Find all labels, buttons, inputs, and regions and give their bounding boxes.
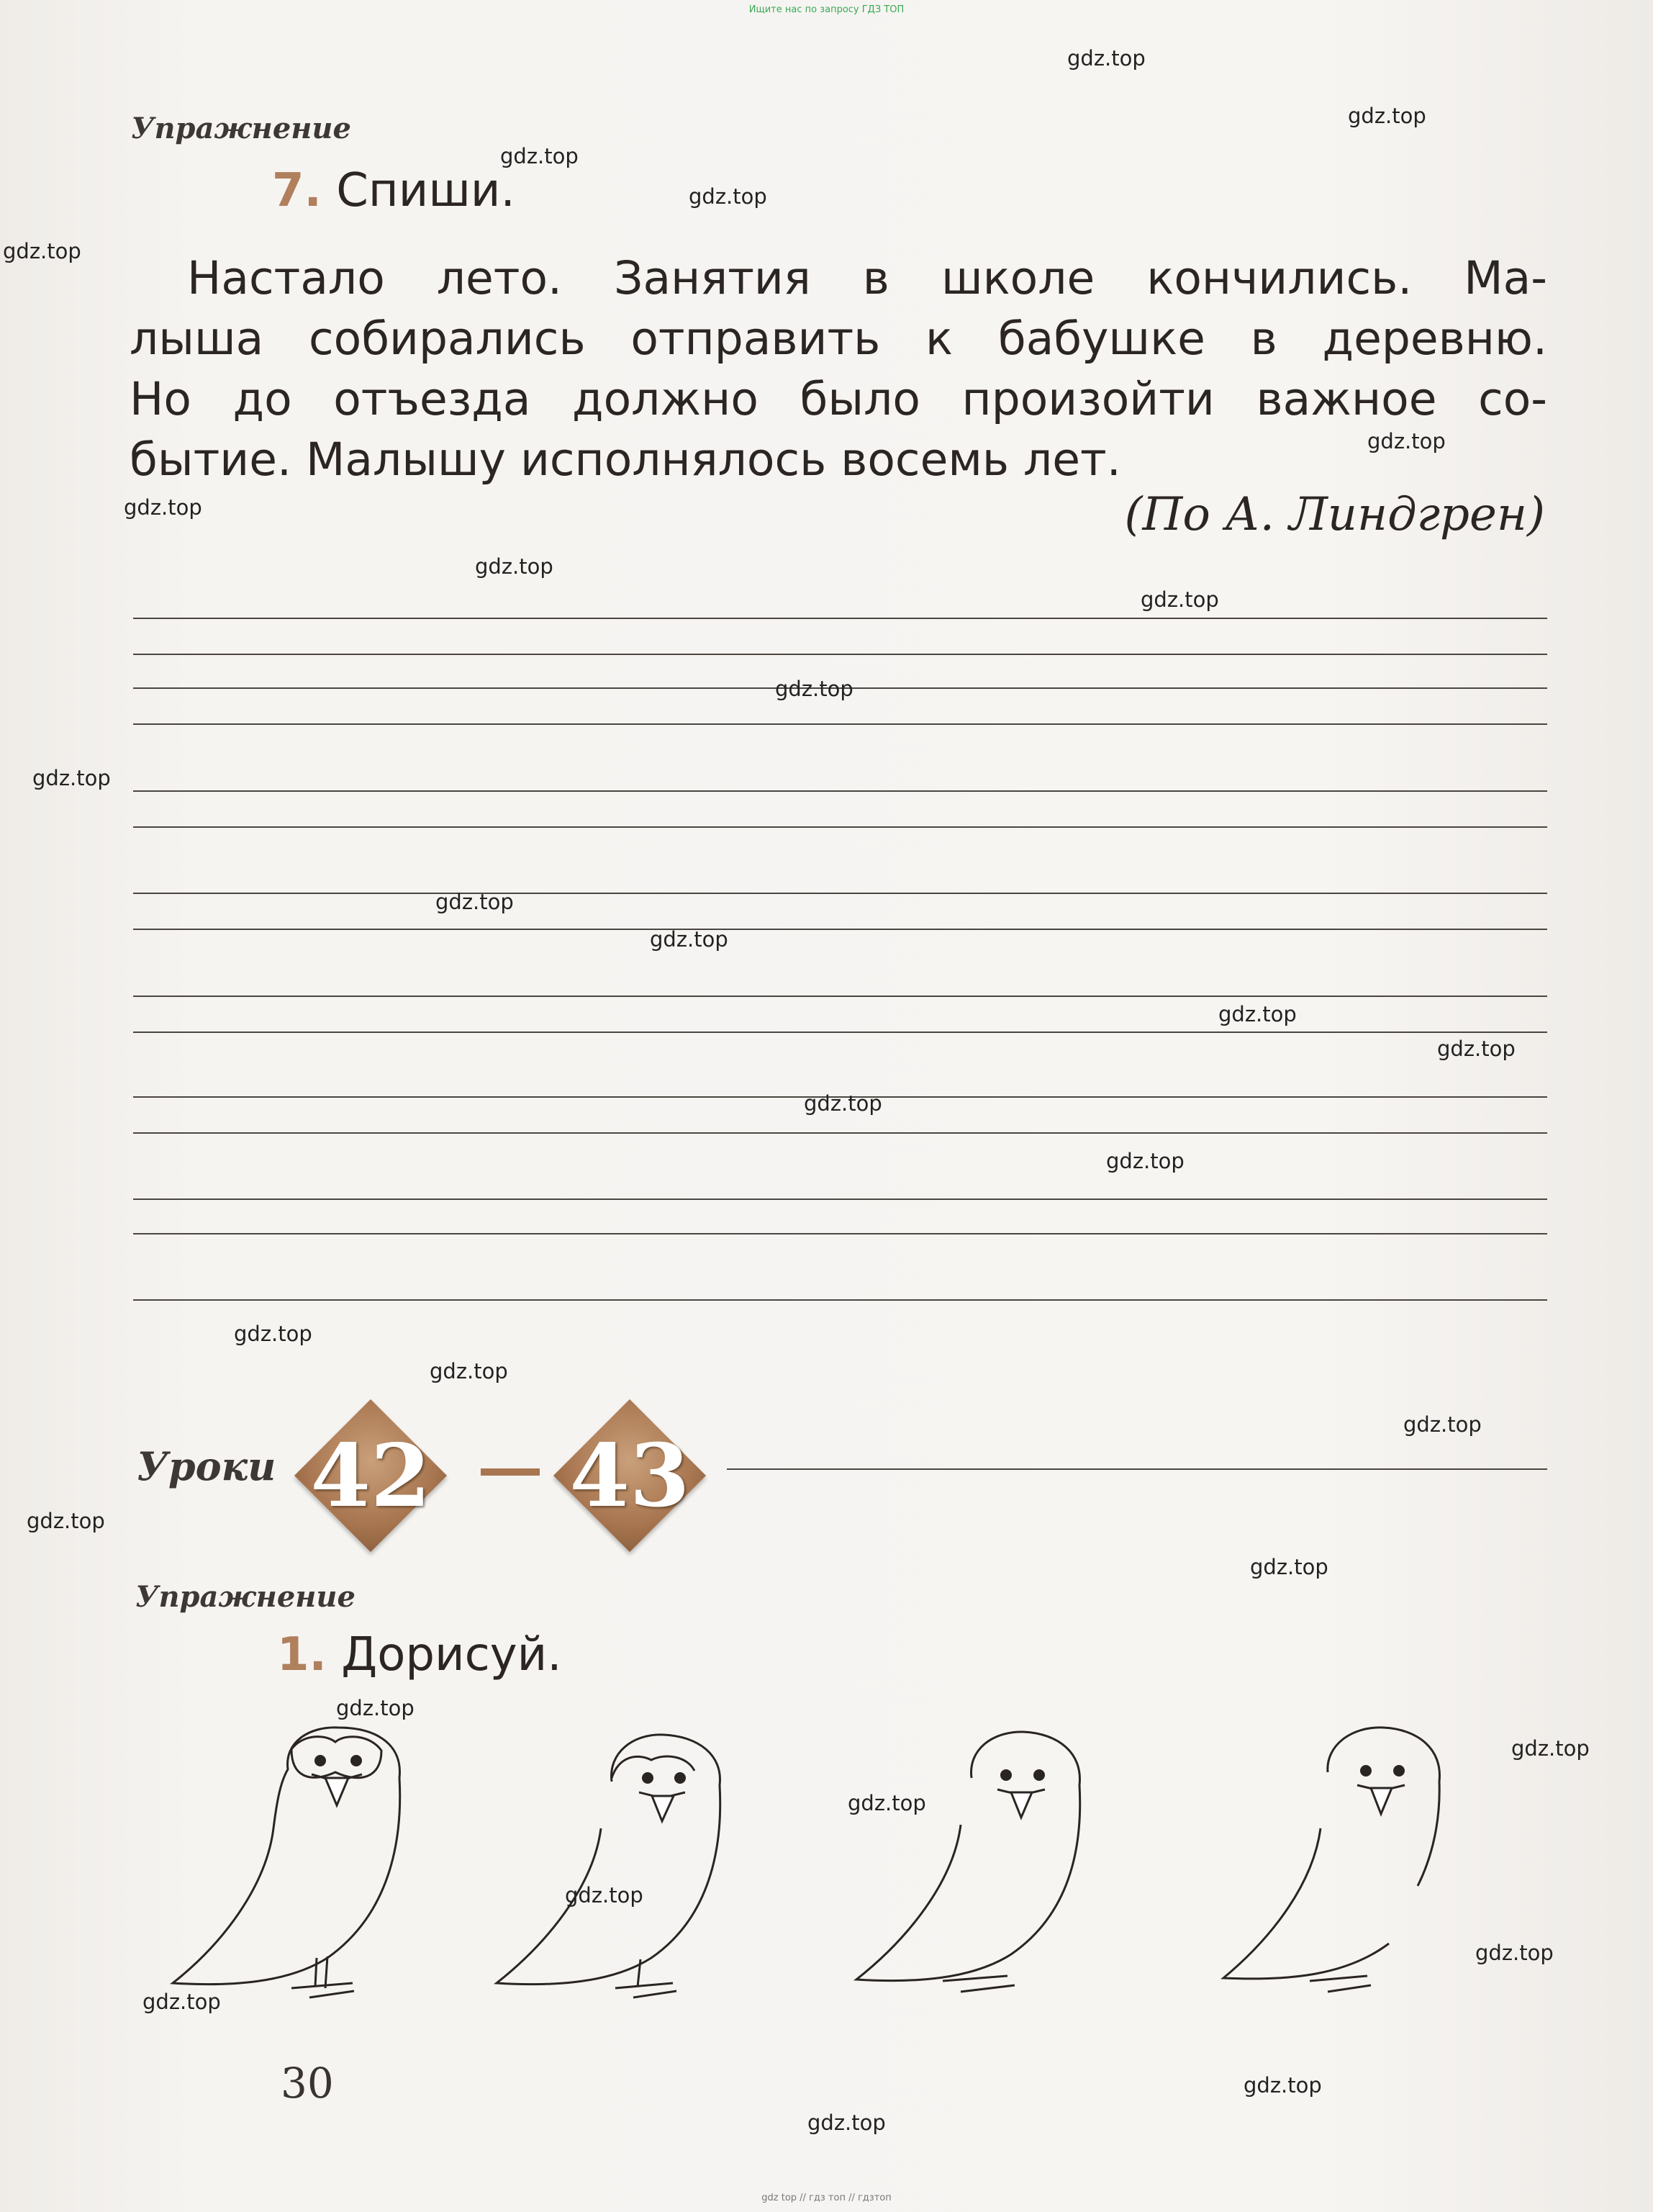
text-line-1: Настало лето. Занятия в школе кончились. Ма- <box>187 252 1547 304</box>
page-number: 30 <box>281 2059 334 2108</box>
text-line-2: лыша собирались отправить к бабушке в деревню. <box>130 312 1547 365</box>
lesson-number-to: 43 <box>569 1425 690 1527</box>
watermark: gdz.top <box>475 554 553 579</box>
watermark: gdz.top <box>32 766 111 790</box>
owl-2-partial <box>497 1735 720 1997</box>
text-line-3: Но до отъезда должно было произойти важное со- <box>130 373 1547 425</box>
watermark: gdz.top <box>1244 2073 1322 2098</box>
watermark: gdz.top <box>1437 1037 1516 1061</box>
watermark: gdz.top <box>435 890 514 914</box>
watermark: gdz.top <box>27 1509 105 1533</box>
watermark: gdz.top <box>1348 104 1426 128</box>
watermark: gdz.top <box>804 1091 882 1116</box>
exercise-1-title: Дорисуй. <box>341 1628 562 1681</box>
watermark: gdz.top <box>1250 1555 1328 1579</box>
exercise-1-label: Упражнение <box>135 1580 355 1614</box>
watermark: gdz.top <box>1511 1736 1590 1761</box>
watermark: gdz.top <box>807 2111 886 2135</box>
watermark: gdz.top <box>430 1359 508 1383</box>
watermark: gdz.top <box>142 1990 221 2014</box>
watermark: gdz.top <box>336 1696 415 1720</box>
bottom-note: gdz top // гдз топ // гдзтоп <box>761 2193 892 2203</box>
watermark: gdz.top <box>1367 429 1446 453</box>
text-line-4: бытие. Малышу исполнялось восемь лет. <box>130 433 1121 486</box>
watermark: gdz.top <box>565 1883 643 1908</box>
exercise-7-label: Упражнение <box>131 112 351 145</box>
watermark: gdz.top <box>3 239 81 263</box>
top-search-note: Ищите нас по запросу ГДЗ ТОП <box>748 4 905 15</box>
watermark: gdz.top <box>650 927 728 952</box>
watermark: gdz.top <box>1218 1002 1297 1026</box>
exercise-1-number: 1. <box>277 1628 327 1681</box>
exercise-7-number: 7. <box>272 164 322 217</box>
lesson-number-from: 42 <box>310 1425 431 1527</box>
watermark: gdz.top <box>500 144 579 168</box>
exercise-7-attribution: (По А. Линдгрен) <box>1124 488 1545 541</box>
watermark: gdz.top <box>1106 1149 1185 1173</box>
watermark: gdz.top <box>1067 46 1146 71</box>
watermark: gdz.top <box>234 1322 312 1346</box>
watermark: gdz.top <box>775 677 853 701</box>
exercise-7-title: Спиши. <box>336 164 515 217</box>
watermark: gdz.top <box>124 495 202 520</box>
watermark: gdz.top <box>1403 1412 1482 1437</box>
watermark: gdz.top <box>848 1791 926 1815</box>
owl-3-partial <box>856 1732 1080 1992</box>
lessons-label: Уроки <box>137 1443 276 1489</box>
owl-1-complete <box>173 1728 400 1997</box>
watermark: gdz.top <box>1141 587 1219 612</box>
watermark: gdz.top <box>689 184 767 209</box>
watermark: gdz.top <box>1475 1941 1554 1965</box>
owl-4-partial <box>1223 1728 1439 1992</box>
